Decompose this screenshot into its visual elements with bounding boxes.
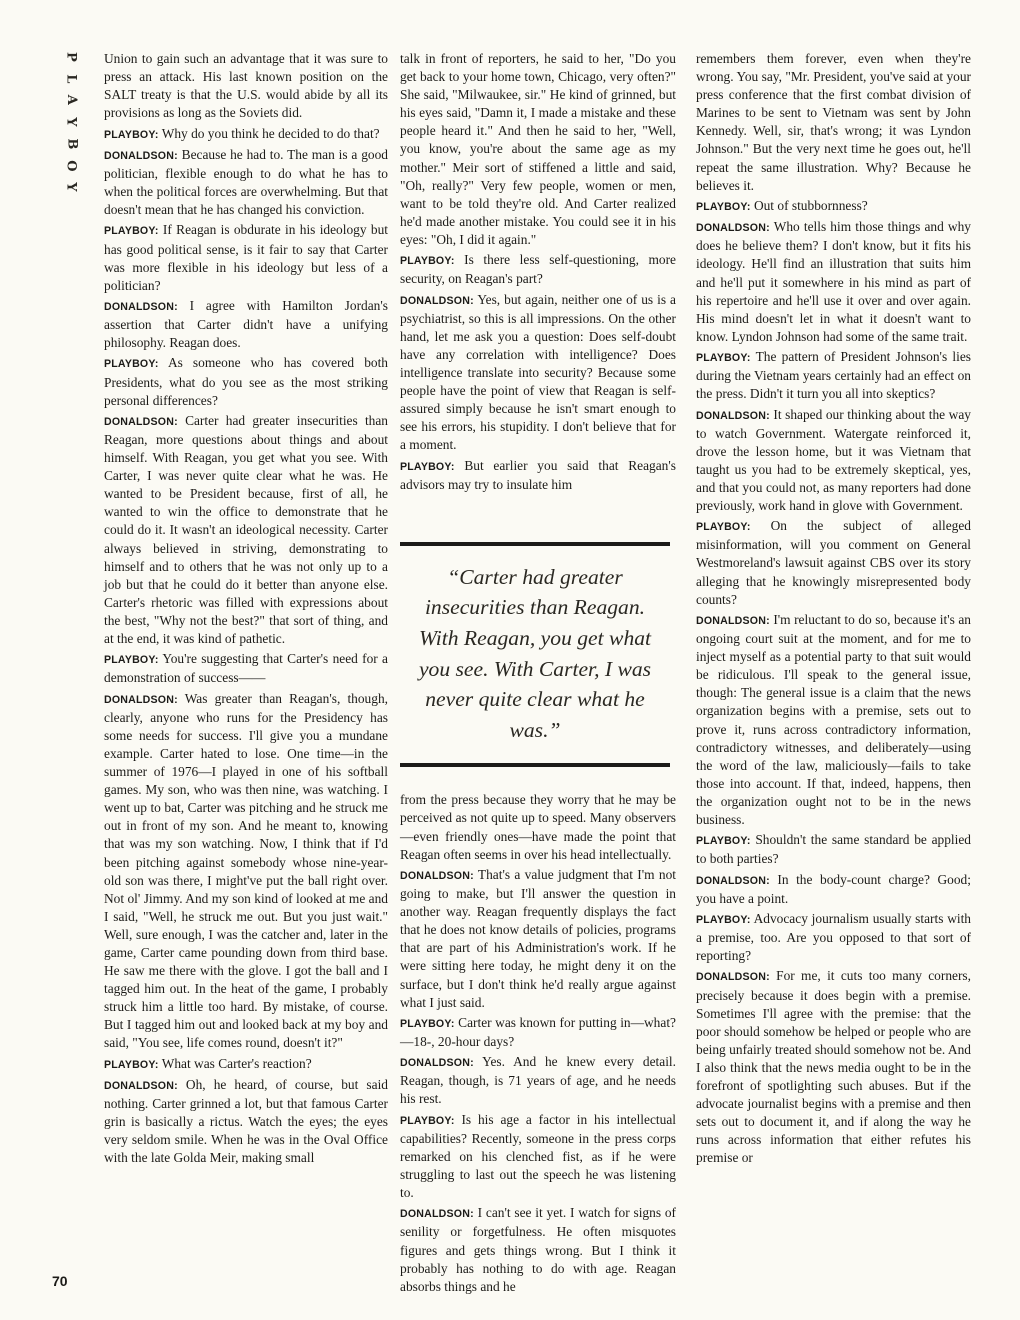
speaker-label: DONALDSON: [104, 300, 178, 313]
paragraph [400, 1053, 676, 1108]
paragraph [104, 146, 388, 219]
speaker-label: DONALDSON: [104, 1080, 178, 1093]
paragraph-text: Is his age a factor in his intellectual capabilities? Recently, someone in the press corps remarked on his clenched fist, as if he were struggling to last out the speech he was listening to. [400, 1111, 676, 1201]
paragraph [104, 221, 388, 294]
paragraph-text: Union to gain such an advantage that it was sure to press an attack. His last known position on the SALT treaty is that the U.S. would abide by all its provisions as long as the Soviets did. [104, 51, 388, 121]
text-column-1 [104, 50, 388, 1170]
paragraph-text: On the subject of alleged misinformation, will you comment on General Westmoreland's lawsuit against CBS over its story alleging that he knowingly misrepresented body counts? [696, 518, 971, 607]
paragraph-text: What was Carter's reaction? [161, 1055, 312, 1071]
paragraph-text: Was greater than Reagan's, though, clearly, anyone who runs for the Presidency has some needs for success. I'll give you a mundane example. Carter hated to lose. One time—in the summer of 1976—I played in one of his softball games. My son, who was then nine, was watching. I went up to bat, Carter was pitching and he struck me out in front of my son. And he meant to, knowing that was my son watching. Now, I think that if I'd been pitching against somebody whose nine-year-old son was there, I might've put the ball right over. Not ol' Jimmy. And my son kind of looked at me and I said, "Well, he struck me out. But you just wait." Well, sure enough, I was the catcher and, later in the game, Carter came pounding down from third base. He saw me there with the glove. I got the ball and I tagged him out. In the heat of the game, I probably struck him a little too hard. By mistake, of course. But I tagged him out and looked back at my boy and said, "You see, life comes round, doesn't it?" [104, 690, 388, 1051]
paragraph-text: Yes, but again, neither one of us is a psychiatrist, so this is all impressions. On the other hand, let me ask you a question: Does self-doubt have any correlation with intelligence? Does intelligence translate into security? Because some people have the point of view that Reagan is self-assured simply because he isn't smart enough to see his errors, his stupidity. I don't believe that for a moment. [400, 291, 676, 453]
speaker-label: DONALDSON: [400, 294, 474, 307]
paragraph-text: remembers them forever, even when they're wrong. You say, "Mr. President, you've said at your press conference that the first combat division of Marines to be sent to Vietnam was sent by John Kennedy. Well, sir, that's wrong; it was Lyndon Johnson." But the very next time he goes out, he'll repeat the same illustration. Why? Because he believes it. [696, 51, 971, 193]
column-2-top [400, 50, 676, 494]
masthead-letter: A [63, 95, 79, 106]
paragraph [696, 831, 971, 868]
speaker-label: PLAYBOY: [400, 255, 455, 268]
speaker-label: PLAYBOY: [696, 521, 751, 534]
paragraph-text: Oh, he heard, of course, but said nothing. Carter grinned a lot, but that famous Carter grin is basically a rictus. Watch the eyes; the eyes very seldom smile. When he was in the Oval Office with the late Golda Meir, making small [104, 1077, 388, 1166]
speaker-label: PLAYBOY: [400, 1017, 455, 1030]
paragraph [104, 1076, 388, 1167]
masthead-letter: O [63, 159, 79, 172]
paragraph [104, 297, 388, 352]
text-column-3 [696, 50, 971, 1170]
paragraph [400, 291, 676, 455]
paragraph-text: Shouldn't the same standard be applied to both parties? [696, 832, 971, 867]
paragraph [400, 1014, 676, 1051]
speaker-label: PLAYBOY: [400, 460, 455, 473]
speaker-label: PLAYBOY: [696, 914, 751, 926]
speaker-label: DONALDSON: [104, 693, 178, 706]
paragraph-text: The pattern of President Johnson's lies during the Vietnam years certainly had an effect on the press. Didn't it turn you all into skeptics? [696, 349, 972, 402]
paragraph [696, 348, 971, 403]
paragraph-text: Advocacy journalism usually starts with a premise, too. Are you opposed to that sort of reporting? [696, 911, 971, 964]
paragraph [400, 1204, 676, 1295]
paragraph [104, 690, 388, 1053]
paragraph [104, 354, 388, 409]
masthead-letter: L [63, 73, 79, 84]
paragraph-text: Who tells him those things and why does he believe them? I don't know, but it fits his ideology. He'll find an illustration that suits him and he'll put it somewhere in his mind as part of his repertoire and he'll use it over and over again. His mind doesn't let in what it doesn't want to know. Lyndon Johnson had some of the same trait. [696, 219, 971, 344]
paragraph-text: But earlier you said that Reagan's advisors may try to insulate him [400, 457, 676, 492]
pull-quote [400, 542, 670, 768]
paragraph-text: Is there less self-questioning, more security, on Reagan's part? [400, 252, 676, 287]
paragraph [104, 412, 388, 648]
paragraph-text: As someone who has covered both Presidents, what do you see as the most striking personal differences? [104, 355, 388, 408]
speaker-label: PLAYBOY: [696, 352, 751, 365]
speaker-label: PLAYBOY: [104, 128, 159, 141]
masthead-letter: P [63, 51, 79, 62]
column-2-bottom [400, 791, 676, 1295]
paragraph-text: If Reagan is obdurate in his ideology but has good political sense, is it fair to say that Carter was more flexible in his ideology but less of a politician? [104, 222, 388, 293]
paragraph [400, 1111, 676, 1202]
speaker-label: DONALDSON: [104, 149, 178, 162]
paragraph [400, 50, 676, 249]
speaker-label: PLAYBOY: [696, 200, 751, 213]
paragraph-text: You're suggesting that Carter's need for a demonstration of success—— [104, 651, 388, 686]
paragraph [696, 910, 971, 965]
masthead-letter: Y [63, 117, 79, 127]
speaker-label: DONALDSON: [696, 971, 770, 984]
speaker-label: DONALDSON: [400, 869, 474, 882]
paragraph-text: talk in front of reporters, he said to her, "Do you get back to your home town, Chicago, very often?" She said, "Milwaukee, sir." He kind of grinned, but his eyes said, "Damn it, I made a mistake and these people heard it." And then he said to her, "Well, you know, you're about the same age as my mother." Meir sort of stiffened a little and said, "Oh, really?" Very few people, women or men, want to be told they're old. And Carter realized he'd made another mistake. You could see it in his eyes: "Oh, I did it again." [400, 51, 676, 247]
paragraph-text: I'm reluctant to do so, because it's an ongoing court suit at the moment, and for me to inject myself as a potential party to that suit would be ridiculous. I'll speak to the general issue, though: The general issue is a claim that the news organization begins with a premise, sets out to prove it, runs across contradictory information, contradictory witnesses, and deliberately—using the word of the law, maliciously—fails to take those into account. If that, indeed, happens, then the organization ought not to be in the news business. [696, 611, 971, 827]
masthead-letter: Y [63, 182, 79, 192]
paragraph-text: from the press because they worry that he may be perceived as not quite up to speed. Many observers—even friendly ones—have made the point that Reagan often seems in over his head intellectually. [400, 792, 676, 862]
paragraph [104, 650, 388, 687]
masthead-letter: B [63, 138, 79, 150]
pull-quote-text: “Carter had greater insecurities than Reagan. With Reagan, you get what you see. With Carter, I was never quite clear what he was.” [418, 564, 652, 742]
paragraph [696, 967, 971, 1167]
speaker-label: PLAYBOY: [104, 225, 159, 238]
text-column-2 [400, 50, 676, 1298]
paragraph [696, 871, 971, 908]
paragraph [696, 611, 971, 829]
paragraph-text: In the body-count charge? Good; you have a point. [696, 871, 971, 906]
paragraph-text: That's a value judgment that I'm not going to make, but I'll answer the question in another way. Reagan frequently displays the fact that he does not know details of policies, programs that are part of his Administration's work. If he were sitting here today, he might deny it on the surface, but I don't think he'd really argue against what I just said. [400, 866, 677, 1010]
page-number: 70 [52, 1273, 68, 1289]
paragraph-text: Why do you think he decided to do that? [161, 125, 380, 141]
speaker-label: DONALDSON: [696, 614, 770, 627]
paragraph [104, 50, 388, 122]
paragraph [400, 866, 676, 1012]
paragraph-text: It shaped our thinking about the way to watch Government. Watergate reinforced it, drove the lesson home, but it was Vietnam that taught us you had to be extremely skeptical, yes, and that you could not, as many reporters had done previously, work hand in glove with Government. [696, 406, 971, 513]
paragraph-text: I agree with Hamilton Jordan's assertion that Carter didn't have a unifying philosophy. Reagan does. [104, 297, 388, 351]
speaker-label: PLAYBOY: [104, 654, 159, 667]
paragraph [400, 791, 676, 863]
paragraph-text: For me, it cuts too many corners, precisely because it does begin with a premise. Sometimes I'll agree with the premise: that the poor should somehow be helped or people who are being unfairly treated should somehow not be. And I also think that the news media ought to be in the forefront of spotlighting such abuses. But if the advocate journalist begins with a premise and then sets out to document it, and if along the way he runs across information that either refutes his premise or [696, 968, 971, 1166]
paragraph [104, 1055, 388, 1074]
paragraph-text: I can't see it yet. I watch for signs of senility or forgetfulness. He often misquotes figures and gets things wrong. But I think it probably has nothing to do with age. Reagan absorbs things and he [400, 1205, 676, 1294]
speaker-label: PLAYBOY: [696, 835, 751, 848]
paragraph [696, 517, 971, 608]
paragraph [104, 125, 388, 144]
playboy-masthead [58, 46, 84, 198]
speaker-label: DONALDSON: [400, 1057, 474, 1070]
paragraph [696, 50, 971, 195]
speaker-label: PLAYBOY: [104, 1058, 159, 1071]
paragraph-text: Yes. And he knew every detail. Reagan, though, is 71 years of age, and he needs his rest. [400, 1054, 676, 1107]
speaker-label: DONALDSON: [104, 415, 178, 428]
paragraph [696, 406, 971, 516]
paragraph [400, 457, 676, 494]
speaker-label: DONALDSON: [696, 222, 770, 235]
paragraph [400, 251, 676, 288]
speaker-label: DONALDSON: [696, 874, 770, 887]
speaker-label: DONALDSON: [400, 1208, 474, 1221]
paragraph [696, 218, 971, 346]
paragraph-text: Carter was known for putting in—what?—18-, 20-hour days? [400, 1014, 676, 1049]
speaker-label: PLAYBOY: [104, 358, 159, 371]
paragraph-text: Because he had to. The man is a good politician, flexible enough to do what he has to when the political forces are overwhelming. But that doesn't mean that he has changed his conviction. [104, 146, 388, 218]
paragraph-text: Out of stubbornness? [753, 197, 868, 213]
paragraph-text: Carter had greater insecurities than Reagan, more questions about things and about himself. With Reagan, you get what you see. With Carter, I was never quite clear what he was. He wanted to be President because, first of all, he wanted to win the office to demonstrate that he could do it. It wasn't an ideological necessity. Carter always believed in striving, demonstrating to himself and to others that he was not only up to a job but that he could do it better than anyone else. Carter's rhetoric was filled with expressions about the best, "Why not the best?" that sort of thing, and at the end, it was kind of pathetic. [104, 412, 388, 647]
paragraph [696, 197, 971, 216]
speaker-label: DONALDSON: [696, 409, 770, 422]
speaker-label: PLAYBOY: [400, 1114, 455, 1127]
